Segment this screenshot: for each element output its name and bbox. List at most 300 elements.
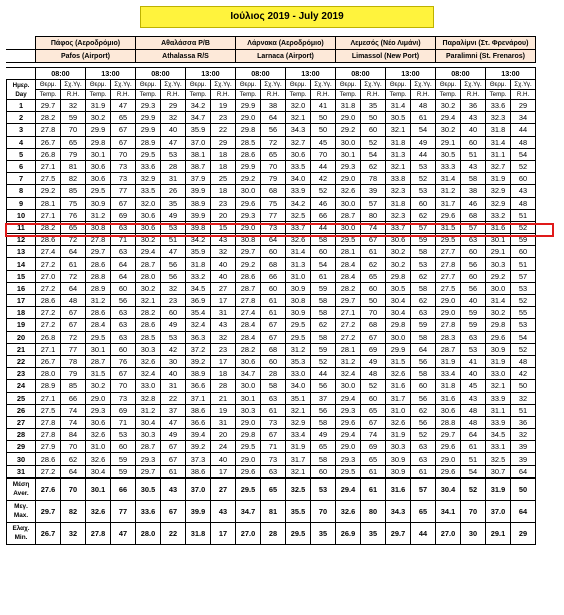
value-cell: 30.6 (386, 234, 411, 246)
value-cell: 30.6 (136, 209, 161, 221)
value-cell: 63 (261, 392, 286, 404)
value-cell: 75 (61, 197, 86, 209)
value-cell: 29.9 (136, 124, 161, 136)
value-cell: 31.1 (486, 404, 511, 416)
value-cell: 27.1 (336, 307, 361, 319)
value-cell: 28 (161, 160, 186, 172)
value-cell: 63 (111, 319, 136, 331)
value-cell: 37.1 (186, 392, 211, 404)
value-cell: 33.0 (486, 368, 511, 380)
stat-value: 29.5 (236, 478, 261, 501)
day-cell: 5 (7, 148, 36, 160)
rh-header-gr: Σχ.Υγ. (311, 80, 336, 90)
value-cell: 17 (211, 465, 236, 478)
value-cell: 73 (111, 173, 136, 185)
value-cell: 30.0 (386, 331, 411, 343)
rh-header-en: R.H. (211, 90, 236, 100)
stat-value: 44 (411, 522, 436, 544)
value-cell: 29.3 (336, 453, 361, 465)
stat-value: 33.6 (136, 500, 161, 522)
value-cell: 30.2 (136, 282, 161, 294)
value-cell: 40 (461, 124, 486, 136)
value-cell: 33.1 (486, 441, 511, 453)
value-cell: 52 (361, 380, 386, 392)
value-cell: 34.3 (286, 124, 311, 136)
value-cell: 28.2 (36, 221, 61, 233)
value-cell: 36 (511, 416, 536, 428)
value-cell: 44 (411, 148, 436, 160)
value-cell: 49 (311, 429, 336, 441)
station-name-en: Limassol (New Port) (336, 50, 436, 63)
value-cell: 30.7 (486, 465, 511, 478)
value-cell: 30.8 (86, 221, 111, 233)
value-cell: 51 (461, 148, 486, 160)
stat-value: 17 (211, 522, 236, 544)
value-cell: 58 (311, 331, 336, 343)
value-cell: 61 (361, 246, 386, 258)
value-cell: 69 (111, 404, 136, 416)
value-cell: 18 (211, 185, 236, 197)
value-cell: 54 (361, 148, 386, 160)
value-cell: 63 (111, 221, 136, 233)
value-cell: 30.4 (136, 416, 161, 428)
time-header: 08:00 (236, 68, 286, 80)
value-cell: 31.0 (286, 270, 311, 282)
value-cell: 30.0 (336, 197, 361, 209)
value-cell: 28.6 (36, 234, 61, 246)
value-cell: 29.0 (236, 416, 261, 428)
value-cell: 75 (261, 197, 286, 209)
value-cell: 74 (361, 221, 386, 233)
value-cell: 70 (61, 124, 86, 136)
rh-header-en: R.H. (461, 90, 486, 100)
column-header-greek (7, 80, 536, 90)
value-cell: 29 (161, 100, 186, 112)
value-cell: 56 (411, 416, 436, 428)
value-cell: 24 (211, 441, 236, 453)
value-cell: 27.9 (36, 441, 61, 453)
value-cell: 67 (261, 319, 286, 331)
value-cell: 31.8 (436, 380, 461, 392)
value-cell: 44 (311, 368, 336, 380)
value-cell: 29.0 (336, 112, 361, 124)
stat-value: 30.5 (136, 478, 161, 501)
value-cell: 35 (161, 197, 186, 209)
value-cell: 35.1 (286, 392, 311, 404)
rh-header-gr: Σχ.Υγ. (161, 80, 186, 90)
value-cell: 28.2 (236, 343, 261, 355)
value-cell: 71 (261, 441, 286, 453)
table-row (7, 392, 536, 404)
value-cell: 18 (211, 160, 236, 172)
stat-label (7, 522, 36, 544)
day-cell: 17 (7, 295, 36, 307)
value-cell: 30.9 (386, 453, 411, 465)
value-cell: 41 (311, 100, 336, 112)
value-cell: 58 (411, 331, 436, 343)
value-cell: 33.2 (186, 270, 211, 282)
value-cell: 58 (411, 368, 436, 380)
value-cell: 32.6 (286, 234, 311, 246)
value-cell: 84 (61, 429, 86, 441)
value-cell: 28 (211, 380, 236, 392)
value-cell: 53 (511, 282, 536, 294)
stat-value: 28 (261, 522, 286, 544)
value-cell: 58 (311, 295, 336, 307)
temp-header-en: Temp. (436, 90, 461, 100)
value-cell: 64 (461, 429, 486, 441)
value-cell: 30.3 (486, 258, 511, 270)
value-cell: 34.5 (186, 282, 211, 294)
value-cell: 50 (311, 124, 336, 136)
value-cell: 18 (211, 148, 236, 160)
value-cell: 31.0 (86, 441, 111, 453)
value-cell: 43 (211, 234, 236, 246)
value-cell: 28.5 (236, 136, 261, 148)
value-cell: 30.1 (86, 148, 111, 160)
stat-value: 43 (211, 500, 236, 522)
value-cell: 31.7 (436, 197, 461, 209)
value-cell: 27.8 (86, 234, 111, 246)
value-cell: 23 (211, 197, 236, 209)
value-cell: 28 (261, 368, 286, 380)
stat-value: 31.8 (186, 522, 211, 544)
value-cell: 29.5 (436, 234, 461, 246)
rh-header-en: R.H. (311, 90, 336, 100)
value-cell: 29.5 (86, 185, 111, 197)
value-cell: 48 (511, 197, 536, 209)
value-cell: 43 (461, 392, 486, 404)
value-cell: 43 (211, 319, 236, 331)
value-cell: 27.1 (36, 160, 61, 172)
value-cell: 64 (261, 234, 286, 246)
table-row (7, 270, 536, 282)
value-cell: 28.7 (436, 343, 461, 355)
value-cell: 31.9 (286, 441, 311, 453)
value-cell: 28.4 (336, 258, 361, 270)
value-cell: 61 (361, 465, 386, 478)
value-cell: 32.9 (486, 185, 511, 197)
value-cell: 27.2 (36, 465, 61, 478)
value-cell: 50 (361, 295, 386, 307)
temp-header-gr: Θερμ. (136, 80, 161, 90)
value-cell: 30.6 (136, 221, 161, 233)
value-cell: 40 (211, 453, 236, 465)
value-cell: 28.6 (36, 453, 61, 465)
value-cell: 32.5 (286, 209, 311, 221)
table-row (7, 148, 536, 160)
stat-value: 65 (411, 500, 436, 522)
value-cell: 38.1 (186, 148, 211, 160)
value-cell: 60 (261, 282, 286, 294)
value-cell: 69 (111, 209, 136, 221)
value-cell: 38.7 (186, 160, 211, 172)
value-cell: 59 (311, 282, 336, 294)
value-cell: 64 (61, 246, 86, 258)
value-cell: 29.3 (136, 100, 161, 112)
value-cell: 36.3 (186, 331, 211, 343)
value-cell: 37.3 (186, 453, 211, 465)
value-cell: 39.9 (186, 209, 211, 221)
time-header-row (7, 68, 536, 80)
value-cell: 50 (361, 112, 386, 124)
value-cell: 78 (361, 173, 386, 185)
value-cell: 30.2 (436, 100, 461, 112)
value-cell: 39.9 (186, 185, 211, 197)
value-cell: 33.5 (136, 185, 161, 197)
value-cell: 57 (361, 197, 386, 209)
value-cell: 15 (211, 221, 236, 233)
value-cell: 17 (211, 295, 236, 307)
value-cell: 34 (511, 112, 536, 124)
value-cell: 31.9 (86, 100, 111, 112)
value-cell: 33.0 (136, 380, 161, 392)
value-cell: 70 (361, 307, 386, 319)
day-cell: 13 (7, 246, 36, 258)
value-cell: 29.0 (236, 112, 261, 124)
value-cell: 30.2 (86, 380, 111, 392)
value-cell: 49 (411, 136, 436, 148)
value-cell: 30.2 (86, 112, 111, 124)
value-cell: 62 (361, 258, 386, 270)
value-cell: 62 (361, 160, 386, 172)
table-row (7, 246, 536, 258)
value-cell: 27.1 (36, 392, 61, 404)
value-cell: 33.6 (136, 160, 161, 172)
value-cell: 69 (361, 343, 386, 355)
value-cell: 80 (361, 209, 386, 221)
stat-value: 70 (311, 500, 336, 522)
value-cell: 27.5 (36, 404, 61, 416)
stat-value: 27.0 (436, 522, 461, 544)
value-cell: 27.2 (336, 331, 361, 343)
table-row (7, 112, 536, 124)
value-cell: 30.1 (236, 392, 261, 404)
value-cell: 72 (61, 270, 86, 282)
time-header: 13:00 (486, 68, 536, 80)
table-row (7, 380, 536, 392)
rh-header-gr: Σχ.Υγ. (211, 80, 236, 90)
value-cell: 73 (261, 453, 286, 465)
value-cell: 71 (111, 416, 136, 428)
value-cell: 29.2 (486, 270, 511, 282)
value-cell: 52 (511, 221, 536, 233)
stat-value: 37.0 (486, 500, 511, 522)
temp-header-gr: Θερμ. (86, 80, 111, 90)
value-cell: 30.6 (86, 416, 111, 428)
value-cell: 69 (361, 441, 386, 453)
value-cell: 40 (211, 258, 236, 270)
value-cell: 33.9 (486, 392, 511, 404)
value-cell: 52 (511, 295, 536, 307)
value-cell: 32.7 (486, 160, 511, 172)
value-cell: 42 (511, 368, 536, 380)
value-cell: 63 (111, 307, 136, 319)
value-cell: 30.2 (386, 246, 411, 258)
value-cell: 26 (161, 185, 186, 197)
value-cell: 58 (411, 246, 436, 258)
value-cell: 33.7 (286, 221, 311, 233)
value-cell: 33.6 (486, 100, 511, 112)
value-cell: 39.8 (186, 221, 211, 233)
value-cell: 30.2 (486, 307, 511, 319)
value-cell: 67 (161, 453, 186, 465)
value-cell: 32.4 (336, 368, 361, 380)
day-header-gr: Ημερ. (12, 81, 30, 89)
value-cell: 33.5 (286, 160, 311, 172)
stat-value: 31.9 (486, 478, 511, 501)
value-cell: 28.0 (36, 368, 61, 380)
value-cell: 28.6 (86, 258, 111, 270)
value-cell: 29.7 (136, 465, 161, 478)
stat-value: 28.0 (136, 522, 161, 544)
value-cell: 32.6 (86, 429, 111, 441)
value-cell: 33.3 (436, 160, 461, 172)
value-cell: 48 (361, 368, 386, 380)
value-cell: 28.7 (336, 209, 361, 221)
value-cell: 63 (411, 453, 436, 465)
stat-value: 50 (511, 478, 536, 501)
value-cell: 32.9 (486, 197, 511, 209)
value-cell: 45 (461, 380, 486, 392)
value-cell: 63 (411, 441, 436, 453)
value-cell: 60 (411, 380, 436, 392)
value-cell: 31.3 (386, 148, 411, 160)
table-row (7, 160, 536, 172)
day-cell: 3 (7, 124, 36, 136)
stat-value: 70 (61, 478, 86, 501)
value-cell: 50 (511, 380, 536, 392)
day-cell: 30 (7, 453, 36, 465)
value-cell: 33.7 (386, 221, 411, 233)
value-cell: 28.1 (336, 343, 361, 355)
value-cell: 77 (261, 209, 286, 221)
table-row (7, 100, 536, 112)
station-name-gr: Λάρνακα (Αεροδρόμιο) (236, 37, 336, 50)
temp-header-en: Temp. (386, 90, 411, 100)
value-cell: 78 (61, 355, 86, 367)
value-cell: 56 (311, 380, 336, 392)
value-cell: 31.4 (436, 173, 461, 185)
value-cell: 31.8 (386, 197, 411, 209)
station-name-en: Athalassa R/S (136, 50, 236, 63)
value-cell: 81 (61, 160, 86, 172)
value-cell: 29.6 (436, 209, 461, 221)
stat-value: 81 (261, 500, 286, 522)
value-cell: 27.4 (236, 307, 261, 319)
value-cell: 29.6 (236, 197, 261, 209)
value-cell: 61 (461, 441, 486, 453)
temp-header-gr: Θερμ. (186, 80, 211, 90)
rh-header-gr: Σχ.Υγ. (361, 80, 386, 90)
value-cell: 31.9 (486, 355, 511, 367)
value-cell: 73 (261, 221, 286, 233)
value-cell: 68 (461, 209, 486, 221)
value-cell: 66 (311, 209, 336, 221)
value-cell: 40 (461, 295, 486, 307)
value-cell: 60 (361, 282, 386, 294)
value-cell: 51 (461, 453, 486, 465)
value-cell: 28.3 (436, 331, 461, 343)
value-cell: 35.9 (186, 124, 211, 136)
value-cell: 52 (311, 185, 336, 197)
value-cell: 60 (511, 173, 536, 185)
value-cell: 77 (61, 343, 86, 355)
value-cell: 26.8 (36, 331, 61, 343)
stat-value: 27.8 (86, 522, 111, 544)
value-cell: 68 (261, 185, 286, 197)
value-cell: 60 (461, 270, 486, 282)
day-header-en: Day (15, 90, 27, 98)
time-header: 13:00 (286, 68, 336, 80)
value-cell: 28.7 (86, 355, 111, 367)
value-cell: 79 (61, 148, 86, 160)
table-row (7, 368, 536, 380)
value-cell: 30.1 (336, 148, 361, 160)
value-cell: 58 (311, 307, 336, 319)
value-cell: 61 (261, 404, 286, 416)
value-cell: 60 (111, 343, 136, 355)
value-cell: 67 (361, 234, 386, 246)
day-cell: 10 (7, 209, 36, 221)
value-cell: 30.5 (436, 148, 461, 160)
value-cell: 49 (361, 355, 386, 367)
value-cell: 35.9 (186, 246, 211, 258)
value-cell: 27.8 (436, 319, 461, 331)
value-cell: 70 (261, 160, 286, 172)
day-cell: 7 (7, 173, 36, 185)
value-cell: 31.2 (86, 209, 111, 221)
value-cell: 58 (311, 453, 336, 465)
value-cell: 27.8 (36, 124, 61, 136)
value-cell: 58 (311, 234, 336, 246)
value-cell: 29.4 (436, 112, 461, 124)
rh-header-gr: Σχ.Υγ. (261, 80, 286, 90)
value-cell: 30.9 (386, 465, 411, 478)
value-cell: 31.6 (436, 392, 461, 404)
value-cell: 74 (61, 404, 86, 416)
value-cell: 34.2 (186, 234, 211, 246)
value-cell: 32.6 (86, 453, 111, 465)
table-row (7, 185, 536, 197)
value-cell: 44 (311, 221, 336, 233)
value-cell: 29.1 (436, 136, 461, 148)
value-cell: 27.2 (336, 319, 361, 331)
value-cell: 19 (211, 404, 236, 416)
value-cell: 53 (161, 221, 186, 233)
value-cell: 31.3 (286, 258, 311, 270)
value-cell: 31 (211, 416, 236, 428)
value-cell: 50 (311, 112, 336, 124)
value-cell: 29.0 (236, 453, 261, 465)
value-cell: 29.2 (336, 124, 361, 136)
weather-table (6, 36, 536, 545)
value-cell: 60 (261, 355, 286, 367)
value-cell: 33.0 (286, 368, 311, 380)
value-cell: 44 (511, 124, 536, 136)
value-cell: 39.4 (186, 429, 211, 441)
value-cell: 61 (261, 295, 286, 307)
stat-value: 27.6 (36, 478, 61, 501)
value-cell: 64 (61, 282, 86, 294)
value-cell: 30.4 (386, 307, 411, 319)
day-cell: 6 (7, 160, 36, 172)
value-cell: 67 (361, 331, 386, 343)
value-cell: 43 (511, 185, 536, 197)
stat-value: 64 (511, 500, 536, 522)
stat-value: 67 (161, 500, 186, 522)
value-cell: 36.9 (186, 295, 211, 307)
